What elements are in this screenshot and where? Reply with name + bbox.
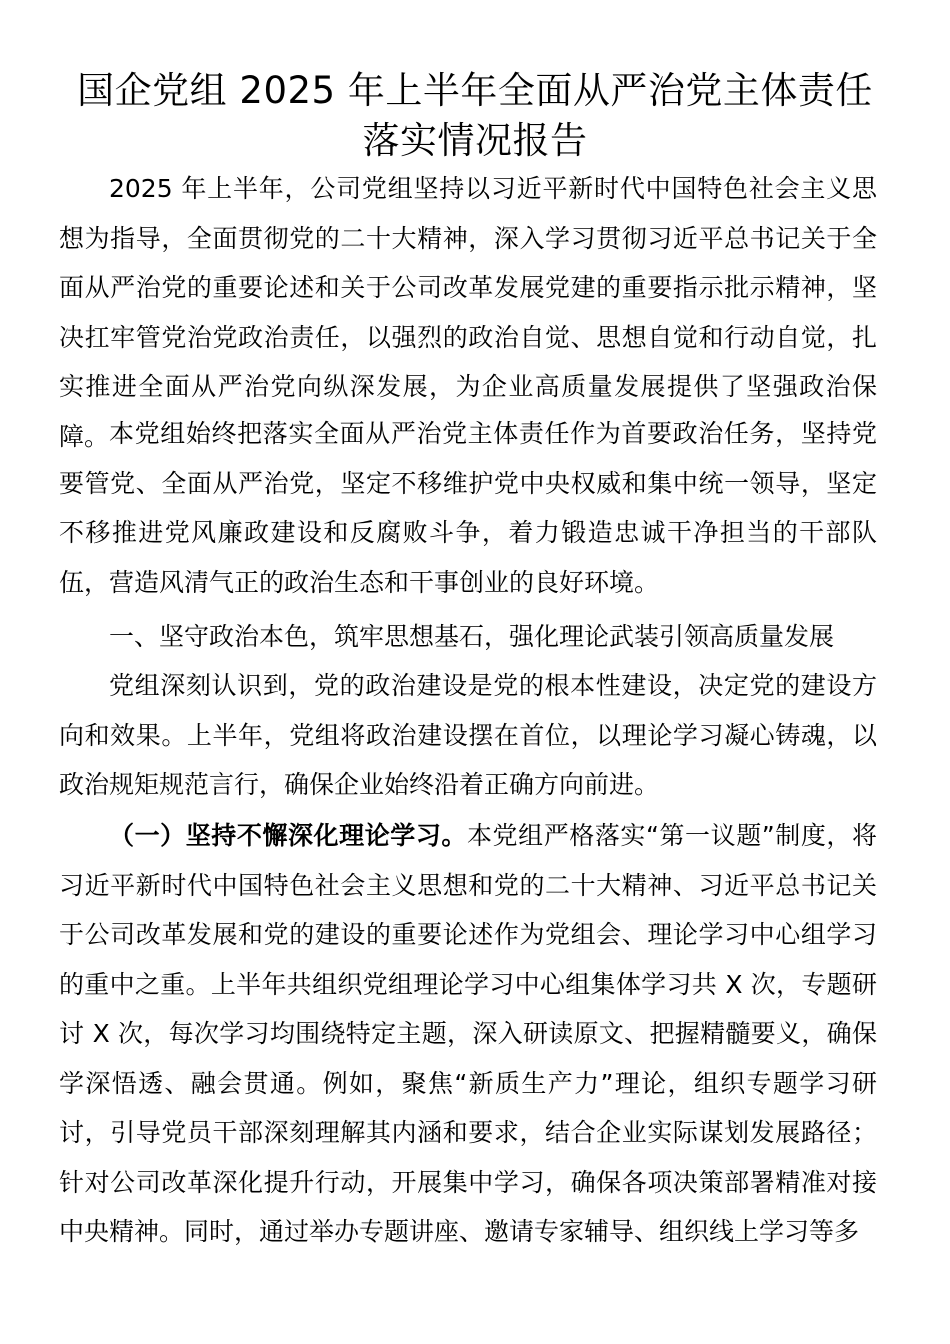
subsection-1-heading: （一）坚持不懈深化理论学习。 — [109, 821, 467, 850]
section-1-heading: 一、坚守政治本色，筑牢思想基石，强化理论武装引领高质量发展 — [109, 622, 835, 651]
intro-paragraph-1: 2025 年上半年，公司党组坚持以习近平新时代中国特色社会主义思想为指导，全面贯彻党的二十大精神，深入学习贯彻习近平总书记关于全面从严治党的重要论述和关于公司改革发展党建的重要指示批示精神，坚决扛牢管党治党政治责任，以强烈的政治自觉、思想自觉和行动自觉，扎实推进全面从严治党向纵深发展，为企业高质量发展提供了坚强政治保障。 — [59, 174, 877, 451]
document-title: 国企党组 2025 年上半年全面从严治党主体责任落实情况报告 — [77, 69, 873, 162]
subsection-1-text: 本党组严格落实“第一议题”制度，将习近平新时代中国特色社会主义思想和党的二十大精神、习近平总书记关于公司改革发展和党的建设的重要论述作为党组会、理论学习中心组学习的重中之重。上半年共组织党组理论学习中心组集体学习共 X 次，专题研讨 X 次，每次学习均围绕特定主题，深入研读原文、把握精髓要义，确保学深悟透、融会贯通。例如，聚焦“新质生产力”理论，组织专题学习研讨，引导党员干部深刻理解其内涵和要求，结合企业实际谋划发展路径；针对公司改革深化提升行动，开展集中学习，确保各项决策部署精准对接中央精神。同时，通过举办专题讲座、邀请专家辅导、组织线上学习等多 — [59, 821, 877, 1246]
intro-paragraph-2: 本党组始终把落实全面从严治党主体责任作为首要政治任务，坚持党要管党、全面从严治党，坚定不移维护党中央权威和集中统一领导，坚定不移推进党风廉政建设和反腐败斗争，着力锻造忠诚干净担当的干部队伍，营造风清气正的政治生态和干事创业的良好环境。 — [59, 419, 877, 597]
subsection-1-paragraph — [59, 811, 877, 1257]
section-1-intro-paragraph: 党组深刻认识到，党的政治建设是党的根本性建设，决定党的建设方向和效果。上半年，党组将政治建设摆在首位，以理论学习凝心铸魂，以政治规矩规范言行，确保企业始终沿着正确方向前进。 — [59, 671, 877, 799]
